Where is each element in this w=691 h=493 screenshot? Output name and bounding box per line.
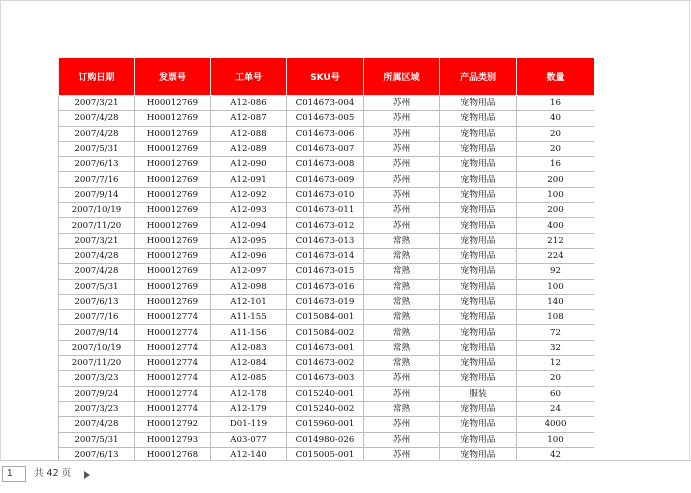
work-order-no-cell: A12-094 xyxy=(211,218,287,233)
table-row xyxy=(59,310,595,325)
column-header-quantity: 数量 xyxy=(517,58,595,96)
invoice-no-cell: H00012793 xyxy=(135,432,211,447)
table-row xyxy=(59,126,595,141)
sku-no-cell: C014980-026 xyxy=(287,432,364,447)
region-cell: 苏州 xyxy=(364,187,440,202)
invoice-no-cell: H00012769 xyxy=(135,141,211,156)
product-category-cell: 服装 xyxy=(440,386,517,401)
order-date-cell: 2007/4/28 xyxy=(59,111,135,126)
order-date-cell: 2007/9/14 xyxy=(59,187,135,202)
region-cell: 常熟 xyxy=(364,356,440,371)
work-order-no-cell: A11-155 xyxy=(211,310,287,325)
quantity-cell: 24 xyxy=(517,401,595,416)
table-row xyxy=(59,172,595,187)
table-header-row xyxy=(59,58,595,96)
order-date-cell: 2007/4/28 xyxy=(59,248,135,263)
sku-no-cell: C014673-016 xyxy=(287,279,364,294)
page-navigation-bar xyxy=(0,461,691,493)
table-row xyxy=(59,233,595,248)
quantity-cell: 42 xyxy=(517,447,595,460)
table-row xyxy=(59,203,595,218)
order-date-cell: 2007/10/19 xyxy=(59,203,135,218)
order-date-cell: 2007/6/13 xyxy=(59,447,135,460)
quantity-cell: 224 xyxy=(517,248,595,263)
work-order-no-cell: A12-179 xyxy=(211,401,287,416)
table-row xyxy=(59,187,595,202)
page-border-left xyxy=(0,0,1,460)
sku-no-cell: C015960-001 xyxy=(287,417,364,432)
product-category-cell: 宠物用品 xyxy=(440,248,517,263)
work-order-no-cell: A12-095 xyxy=(211,233,287,248)
quantity-cell: 16 xyxy=(517,96,595,111)
work-order-no-cell: A12-098 xyxy=(211,279,287,294)
product-category-cell: 宠物用品 xyxy=(440,371,517,386)
invoice-no-cell: H00012769 xyxy=(135,248,211,263)
order-date-cell: 2007/4/28 xyxy=(59,264,135,279)
work-order-no-cell: A12-084 xyxy=(211,356,287,371)
quantity-cell: 4000 xyxy=(517,417,595,432)
product-category-cell: 宠物用品 xyxy=(440,447,517,460)
product-category-cell: 宠物用品 xyxy=(440,264,517,279)
order-date-cell: 2007/3/23 xyxy=(59,371,135,386)
orders-table xyxy=(58,58,594,460)
invoice-no-cell: H00012769 xyxy=(135,279,211,294)
region-cell: 苏州 xyxy=(364,218,440,233)
table-row xyxy=(59,111,595,126)
quantity-cell: 20 xyxy=(517,141,595,156)
sku-no-cell: C014673-001 xyxy=(287,340,364,355)
table-row xyxy=(59,340,595,355)
quantity-cell: 20 xyxy=(517,371,595,386)
work-order-no-cell: A11-156 xyxy=(211,325,287,340)
quantity-cell: 16 xyxy=(517,157,595,172)
product-category-cell: 宠物用品 xyxy=(440,310,517,325)
region-cell: 苏州 xyxy=(364,371,440,386)
region-cell: 常熟 xyxy=(364,294,440,309)
order-date-cell: 2007/7/16 xyxy=(59,310,135,325)
sku-no-cell: C014673-005 xyxy=(287,111,364,126)
table-row xyxy=(59,432,595,447)
column-header-region: 所属区域 xyxy=(364,58,440,96)
invoice-no-cell: H00012768 xyxy=(135,447,211,460)
sku-no-cell: C014673-008 xyxy=(287,157,364,172)
table-body xyxy=(59,96,595,461)
work-order-no-cell: A03-077 xyxy=(211,432,287,447)
page-border-right xyxy=(689,0,690,460)
invoice-no-cell: H00012769 xyxy=(135,264,211,279)
table-row xyxy=(59,447,595,460)
work-order-no-cell: A12-178 xyxy=(211,386,287,401)
product-category-cell: 宠物用品 xyxy=(440,294,517,309)
invoice-no-cell: H00012769 xyxy=(135,218,211,233)
invoice-no-cell: H00012774 xyxy=(135,356,211,371)
quantity-cell: 32 xyxy=(517,340,595,355)
work-order-no-cell: A12-091 xyxy=(211,172,287,187)
column-header-product-category: 产品类别 xyxy=(440,58,517,96)
order-date-cell: 2007/5/31 xyxy=(59,279,135,294)
product-category-cell: 宠物用品 xyxy=(440,141,517,156)
order-date-cell: 2007/6/13 xyxy=(59,294,135,309)
product-category-cell: 宠物用品 xyxy=(440,96,517,111)
region-cell: 苏州 xyxy=(364,203,440,218)
region-cell: 苏州 xyxy=(364,141,440,156)
column-header-work-order-no: 工单号 xyxy=(211,58,287,96)
product-category-cell: 宠物用品 xyxy=(440,432,517,447)
work-order-no-cell: A12-085 xyxy=(211,371,287,386)
work-order-no-cell: A12-083 xyxy=(211,340,287,355)
product-category-cell: 宠物用品 xyxy=(440,417,517,432)
column-header-order-date: 订购日期 xyxy=(59,58,135,96)
region-cell: 常熟 xyxy=(364,310,440,325)
table-row xyxy=(59,96,595,111)
invoice-no-cell: H00012774 xyxy=(135,386,211,401)
sku-no-cell: C015005-001 xyxy=(287,447,364,460)
page-number-input[interactable]: 1 xyxy=(2,466,26,482)
invoice-no-cell: H00012774 xyxy=(135,325,211,340)
quantity-cell: 200 xyxy=(517,203,595,218)
region-cell: 苏州 xyxy=(364,96,440,111)
sku-no-cell: C014673-010 xyxy=(287,187,364,202)
page-total-label: 共 42 页 xyxy=(34,468,72,479)
region-cell: 常熟 xyxy=(364,264,440,279)
table-row xyxy=(59,141,595,156)
region-cell: 常熟 xyxy=(364,401,440,416)
order-date-cell: 2007/4/28 xyxy=(59,417,135,432)
invoice-no-cell: H00012769 xyxy=(135,111,211,126)
order-date-cell: 2007/6/13 xyxy=(59,157,135,172)
work-order-no-cell: A12-086 xyxy=(211,96,287,111)
region-cell: 常熟 xyxy=(364,340,440,355)
region-cell: 苏州 xyxy=(364,417,440,432)
quantity-cell: 140 xyxy=(517,294,595,309)
sku-no-cell: C014673-019 xyxy=(287,294,364,309)
product-category-cell: 宠物用品 xyxy=(440,279,517,294)
product-category-cell: 宠物用品 xyxy=(440,187,517,202)
product-category-cell: 宠物用品 xyxy=(440,401,517,416)
invoice-no-cell: H00012774 xyxy=(135,340,211,355)
work-order-no-cell: A12-097 xyxy=(211,264,287,279)
product-category-cell: 宠物用品 xyxy=(440,203,517,218)
table-row xyxy=(59,294,595,309)
order-date-cell: 2007/7/16 xyxy=(59,172,135,187)
invoice-no-cell: H00012774 xyxy=(135,310,211,325)
quantity-cell: 72 xyxy=(517,325,595,340)
region-cell: 苏州 xyxy=(364,111,440,126)
quantity-cell: 40 xyxy=(517,111,595,126)
table-row xyxy=(59,325,595,340)
order-date-cell: 2007/11/20 xyxy=(59,218,135,233)
order-date-cell: 2007/3/21 xyxy=(59,96,135,111)
region-cell: 常熟 xyxy=(364,248,440,263)
order-date-cell: 2007/5/31 xyxy=(59,432,135,447)
region-cell: 苏州 xyxy=(364,172,440,187)
region-cell: 常熟 xyxy=(364,325,440,340)
table-row xyxy=(59,218,595,233)
work-order-no-cell: A12-101 xyxy=(211,294,287,309)
table-row xyxy=(59,279,595,294)
invoice-no-cell: H00012769 xyxy=(135,294,211,309)
quantity-cell: 212 xyxy=(517,233,595,248)
column-header-invoice-no: 发票号 xyxy=(135,58,211,96)
region-cell: 苏州 xyxy=(364,447,440,460)
work-order-no-cell: D01-119 xyxy=(211,417,287,432)
region-cell: 常熟 xyxy=(364,233,440,248)
product-category-cell: 宠物用品 xyxy=(440,126,517,141)
sku-no-cell: C014673-006 xyxy=(287,126,364,141)
table-row xyxy=(59,356,595,371)
quantity-cell: 108 xyxy=(517,310,595,325)
work-order-no-cell: A12-089 xyxy=(211,141,287,156)
invoice-no-cell: H00012774 xyxy=(135,401,211,416)
table-row xyxy=(59,417,595,432)
sku-no-cell: C015240-002 xyxy=(287,401,364,416)
region-cell: 苏州 xyxy=(364,432,440,447)
sku-no-cell: C015084-002 xyxy=(287,325,364,340)
product-category-cell: 宠物用品 xyxy=(440,340,517,355)
order-date-cell: 2007/10/19 xyxy=(59,340,135,355)
work-order-no-cell: A12-090 xyxy=(211,157,287,172)
work-order-no-cell: A12-092 xyxy=(211,187,287,202)
invoice-no-cell: H00012792 xyxy=(135,417,211,432)
product-category-cell: 宠物用品 xyxy=(440,111,517,126)
work-order-no-cell: A12-093 xyxy=(211,203,287,218)
product-category-cell: 宠物用品 xyxy=(440,218,517,233)
invoice-no-cell: H00012769 xyxy=(135,96,211,111)
spreadsheet-image xyxy=(58,58,594,460)
table-row xyxy=(59,248,595,263)
order-date-cell: 2007/5/31 xyxy=(59,141,135,156)
product-category-cell: 宠物用品 xyxy=(440,157,517,172)
sku-no-cell: C014673-003 xyxy=(287,371,364,386)
sku-no-cell: C014673-012 xyxy=(287,218,364,233)
quantity-cell: 12 xyxy=(517,356,595,371)
quantity-cell: 200 xyxy=(517,172,595,187)
sku-no-cell: C014673-015 xyxy=(287,264,364,279)
order-date-cell: 2007/3/21 xyxy=(59,233,135,248)
quantity-cell: 100 xyxy=(517,279,595,294)
quantity-cell: 20 xyxy=(517,126,595,141)
order-date-cell: 2007/4/28 xyxy=(59,126,135,141)
quantity-cell: 100 xyxy=(517,432,595,447)
invoice-no-cell: H00012769 xyxy=(135,233,211,248)
sku-no-cell: C014673-011 xyxy=(287,203,364,218)
order-date-cell: 2007/9/24 xyxy=(59,386,135,401)
quantity-cell: 400 xyxy=(517,218,595,233)
work-order-no-cell: A12-140 xyxy=(211,447,287,460)
invoice-no-cell: H00012769 xyxy=(135,172,211,187)
sku-no-cell: C014673-007 xyxy=(287,141,364,156)
table-row xyxy=(59,371,595,386)
product-category-cell: 宠物用品 xyxy=(440,233,517,248)
work-order-no-cell: A12-096 xyxy=(211,248,287,263)
table-row xyxy=(59,401,595,416)
sku-no-cell: C014673-013 xyxy=(287,233,364,248)
quantity-cell: 92 xyxy=(517,264,595,279)
region-cell: 苏州 xyxy=(364,386,440,401)
product-category-cell: 宠物用品 xyxy=(440,172,517,187)
quantity-cell: 60 xyxy=(517,386,595,401)
region-cell: 常熟 xyxy=(364,279,440,294)
order-date-cell: 2007/11/20 xyxy=(59,356,135,371)
invoice-no-cell: H00012769 xyxy=(135,157,211,172)
sku-no-cell: C014673-009 xyxy=(287,172,364,187)
table-row xyxy=(59,157,595,172)
order-date-cell: 2007/9/14 xyxy=(59,325,135,340)
sku-no-cell: C015240-001 xyxy=(287,386,364,401)
invoice-no-cell: H00012774 xyxy=(135,371,211,386)
work-order-no-cell: A12-087 xyxy=(211,111,287,126)
sku-no-cell: C014673-014 xyxy=(287,248,364,263)
invoice-no-cell: H00012769 xyxy=(135,203,211,218)
sku-no-cell: C015084-001 xyxy=(287,310,364,325)
region-cell: 苏州 xyxy=(364,157,440,172)
sku-no-cell: C014673-004 xyxy=(287,96,364,111)
product-category-cell: 宠物用品 xyxy=(440,356,517,371)
table-row xyxy=(59,264,595,279)
quantity-cell: 100 xyxy=(517,187,595,202)
sku-no-cell: C014673-002 xyxy=(287,356,364,371)
invoice-no-cell: H00012769 xyxy=(135,126,211,141)
order-date-cell: 2007/3/23 xyxy=(59,401,135,416)
invoice-no-cell: H00012769 xyxy=(135,187,211,202)
product-category-cell: 宠物用品 xyxy=(440,325,517,340)
table-row xyxy=(59,386,595,401)
triangle-right-icon[interactable] xyxy=(81,469,93,481)
page-border-top xyxy=(0,0,691,1)
work-order-no-cell: A12-088 xyxy=(211,126,287,141)
region-cell: 苏州 xyxy=(364,126,440,141)
column-header-sku-no: SKU号 xyxy=(287,58,364,96)
